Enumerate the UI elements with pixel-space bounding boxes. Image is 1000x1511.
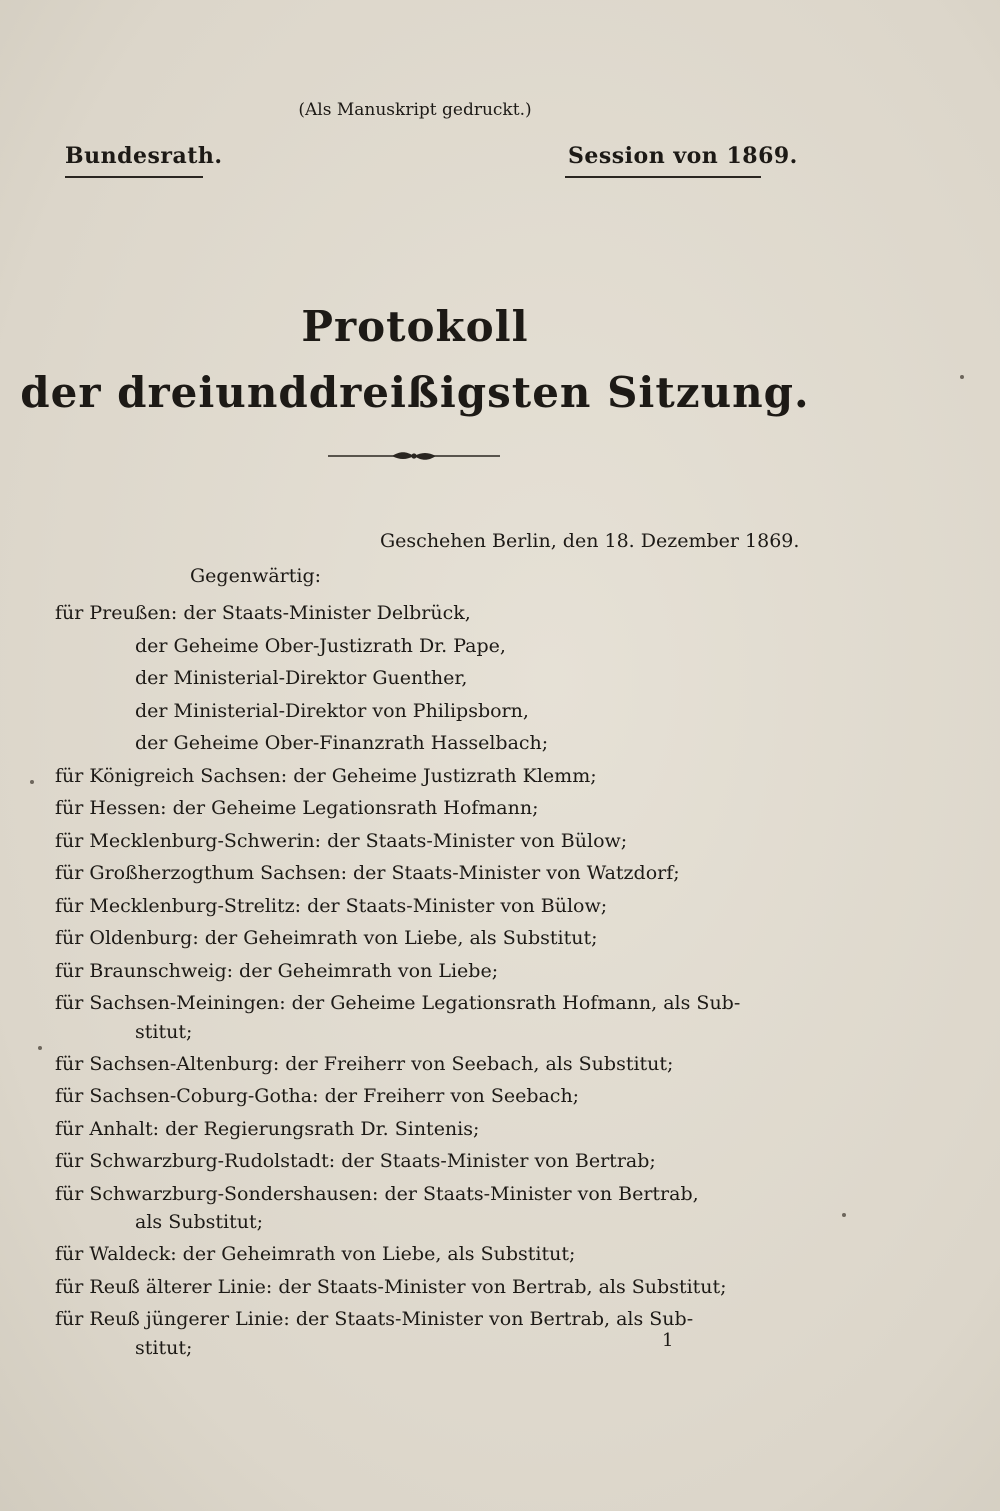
attendance-entry-continuation: der Ministerial-Direktor von Philipsborn, [135, 699, 529, 722]
attendance-entry: für Königreich Sachsen: der Geheime Justizrath Klemm; [55, 764, 597, 787]
attendance-entry-continuation: der Ministerial-Direktor Guenther, [135, 667, 468, 689]
attendance-entry: für Schwarzburg-Rudolstadt: der Staats-Minister von Bertrab; [55, 1150, 656, 1172]
header-left: Bundesrath. [65, 143, 223, 169]
attendance-entry: für Schwarzburg-Sondershausen: der Staats-Minister von Bertrab, [55, 1182, 699, 1205]
attendance-entry: für Waldeck: der Geheimrath von Liebe, als Substitut; [55, 1243, 576, 1265]
attendance-entry: für Mecklenburg-Strelitz: der Staats-Minister von Bülow; [55, 894, 608, 917]
attendance-entry-continuation: der Geheime Ober-Justizrath Dr. Pape, [135, 634, 506, 657]
header-right: Session von 1869. [568, 143, 798, 169]
attendance-entry: für Braunschweig: der Geheimrath von Liebe; [55, 959, 499, 982]
attendance-entry: für Sachsen-Coburg-Gotha: der Freiherr von Seebach; [55, 1085, 580, 1107]
attendance-entry: für Hessen: der Geheime Legationsrath Hofmann; [55, 797, 539, 819]
document-subtitle: der dreiunddreißigsten Sitzung. [20, 368, 810, 417]
attendance-entry: für Oldenburg: der Geheimrath von Liebe, als Substitut; [55, 927, 598, 949]
attendance-entry: für Sachsen-Altenburg: der Freiherr von Seebach, als Substitut; [55, 1052, 674, 1075]
attendance-list [55, 597, 775, 1364]
attendance-entry: für Preußen: der Staats-Minister Delbrück, [55, 602, 471, 624]
attendance-entry: für Reuß jüngerer Linie: der Staats-Minister von Bertrab, als Sub- [55, 1308, 694, 1330]
attendance-entry: für Anhalt: der Regierungsrath Dr. Sintenis; [55, 1117, 480, 1140]
attendance-entry-continuation: stitut; [135, 1336, 193, 1359]
attendance-entry-continuation: stitut; [135, 1020, 193, 1043]
page-speck [842, 1213, 846, 1217]
attendance-entry: für Großherzogthum Sachsen: der Staats-Minister von Watzdorf; [55, 862, 680, 884]
attendance-entry-continuation: als Substitut; [135, 1211, 263, 1233]
page-number: 1 [662, 1330, 674, 1351]
header-right-rule [565, 176, 761, 178]
page-speck [38, 1046, 42, 1050]
page-speck [30, 780, 34, 784]
present-label: Gegenwärtig: [190, 565, 322, 587]
attendance-entry: für Reuß älterer Linie: der Staats-Minister von Bertrab, als Substitut; [55, 1275, 727, 1298]
document-title: Protokoll [301, 302, 529, 351]
header-left-rule [65, 176, 203, 178]
manuscript-note: (Als Manuskript gedruckt.) [298, 100, 532, 120]
title-ornament [328, 448, 500, 464]
session-date: Geschehen Berlin, den 18. Dezember 1869. [380, 530, 800, 552]
page-speck [960, 375, 964, 379]
attendance-entry: für Sachsen-Meiningen: der Geheime Legationsrath Hofmann, als Sub- [55, 992, 741, 1014]
attendance-entry-continuation: der Geheime Ober-Finanzrath Hasselbach; [135, 732, 549, 754]
attendance-entry: für Mecklenburg-Schwerin: der Staats-Minister von Bülow; [55, 829, 628, 852]
